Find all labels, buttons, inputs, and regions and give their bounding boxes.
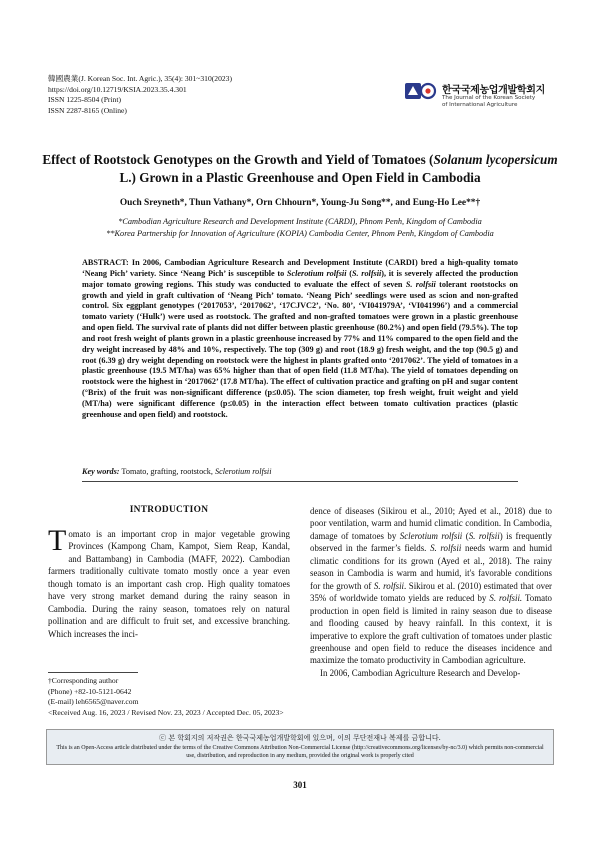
section-divider — [82, 481, 518, 482]
affiliation-cardi: *Cambodian Agriculture Research and Development Institute (CARDI), Phnom Penh, Kingdom of Cambodia — [118, 217, 482, 226]
author-list: Ouch Sreyneth*, Thun Vathany*, Orn Chhourn*, Young-Ju Song**, and Eung-Ho Lee**† — [119, 198, 481, 208]
title-species: Solanum lycopersicum — [433, 152, 558, 167]
society-name-korean: 한국국제농업개발학회지 — [442, 85, 545, 96]
author-email[interactable]: (E-mail) leh6565@naver.com — [48, 697, 139, 706]
society-emblem-icon — [404, 80, 438, 102]
corresponding-author: †Corresponding author — [48, 676, 119, 685]
abstract: ABSTRACT: In 2006, Cambodian Agriculture Research and Development Institute (CARDI) bred a high-quality tomato ‘Neang Pich’ variety. Since ‘Neang Pich’ is susceptible to Sclerotium rolfsii (S. rolfsii), it is severely affected the production major tomato growing regions. This study was conducted to evaluate the effect of seven S. rolfsii tolerant rootstocks on growth and yield in graft cultivation of ‘Neang Pich’ tomato. ‘Neang Pich’ seedlings were used as scion and non-grafted control. Six eggplant genotypes (‘2017053’, ‘2017062’, ‘17CJVC2’, ‘No. 80’, ‘VI041979A’, ‘VI041996’) and a commercial tomato variety (‘Hulk’) were used as rootstock. The grafted and non-grafted tomatoes were grown in a plastic greenhouse and open field. The survival rate of plants did not differ between plastic greenhouse (80.2%) and open field (79.5%). The top and root fresh weight of plants grown in a plastic greenhouse increased by 77% and 11% compared to the open field and the dry weight increased by 48% and 10%, respectively. The top (309 g) and root (18.9 g) fresh weight, and the top (90.5 g) and root (6.39 g) dry weight depending on rootstock were the highest in plants grafted onto ‘2017062’. The yield of tomatoes in a plastic greenhouse (19.5 MT/ha) was 65% higher than that of open field (11.8 MT/ha). The yield of tomatoes depending on rootstock were the highest in ‘2017062’ (17.8 MT/ha). The effect of cultivation practice and grafting on pH and sugar content (°Brix) of the fruit was non-significant difference (p≤0.05). The scion diameter, top fresh weight, fruit weight and yield (MT/ha) were significant difference (p≤0.05) in the interaction effect between tomato cultivation practices (plastic greenhouse and open field) and rootstock. — [82, 258, 519, 419]
open-access-notice: This is an Open-Access article distributed under the terms of the Creative Commons Attribution Non-Commercial License (http://creativecommons.org/licenses/by-nc/3.0) which permits non-commercial use, distribution, and reproduction in any medium, provided the original work is properly cited — [56, 745, 544, 759]
abstract-label: ABSTRACT: — [82, 258, 129, 267]
page-number: 301 — [293, 780, 307, 790]
keywords-label: Key words: — [82, 467, 120, 476]
drop-cap: T — [48, 524, 67, 557]
issn-online: ISSN 2287-8165 (Online) — [48, 105, 127, 115]
journal-citation: 韓國農業(J. Korean Soc. Int. Agric.), 35(4): 301~310(2023) — [48, 74, 233, 83]
author-phone: (Phone) +82-10-5121-0642 — [48, 686, 132, 696]
paper-title: Effect of Rootstock Genotypes on the Growth and Yield of Tomatoes (Solanum lycopersicum L.) Grown in a Plastic Greenhouse and Open Field in Cambodia — [42, 152, 558, 185]
footnotes — [48, 676, 284, 718]
introduction-left-column: Tomato is an important crop in major vegetable growing Provinces (Kampong Cham, Kampot, Siem Reap, Kandal, and Battambang) in Cambodia (MAFF, 2022). Cambodian farmers traditionally cultivate tomato mostly once a year even though tomato is an important cash crop. High quality tomatoes have very strong market demand during the rainy season in Cambodia. During the rainy season, tomatoes rely on natural pollination and are difficult to fruit set, and excessive branching. Which increases the inci- — [48, 524, 290, 639]
license-box — [46, 729, 554, 765]
footnote-divider — [48, 672, 138, 673]
introduction-right-column: dence of diseases (Sikirou et al., 2010; Ayed et al., 2018) due to poor ventilation, warm and humid climatic condition. In Cambodia, damage of tomatoes by Sclerotium rolfsii (S. rolfsii) is frequently observed in the farmer’s fields. S. rolfsii needs warm and humid climatic conditions for its grown (Ayed et al., 2018). The rainy season in Cambodia is warm and humid, it's favorable conditions for the growth of S. rolfsii. Sikirou et al. (2010) estimated that over 35% of worldwide tomato yields are reduced by S. rolfsii. Tomato production in open field is limited in rainy season due to disease and flooding caused by heavy rainfall. In this context, it is imperative to explore the graft cultivation of tomatoes under plastic greenhouse and open field to reduce the diseases incidence and maximize the tomato productivity in Cambodian agriculture. In 2006, Cambodian Agriculture Research and Develop- — [310, 506, 552, 678]
introduction-heading: INTRODUCTION — [129, 505, 209, 515]
journal-meta — [48, 74, 232, 116]
society-name-english: The Journal of the Korean Society of International Agriculture — [442, 95, 536, 108]
copyright-notice-korean: ⓒ 본 학회지의 저작권은 한국국제농업개발학회에 있으며, 이의 무단전재나 복제를 금합니다. — [159, 734, 441, 742]
society-logo — [404, 80, 554, 110]
issn-print: ISSN 1225-8504 (Print) — [48, 95, 121, 105]
doi-link[interactable]: https://doi.org/10.12719/KSIA.2023.35.4.301 — [48, 84, 187, 94]
submission-dates: <Received Aug. 16, 2023 / Revised Nov. 23, 2023 / Accepted Dec. 05, 2023> — [48, 707, 284, 717]
affiliation-kopia: **Korea Partnership for Innovation of Agriculture (KOPIA) Cambodia Center, Phnom Penh, Kingdom of Cambodia — [106, 229, 494, 238]
keywords: Key words: Tomato, grafting, rootstock, Sclerotium rolfsii — [82, 467, 272, 476]
